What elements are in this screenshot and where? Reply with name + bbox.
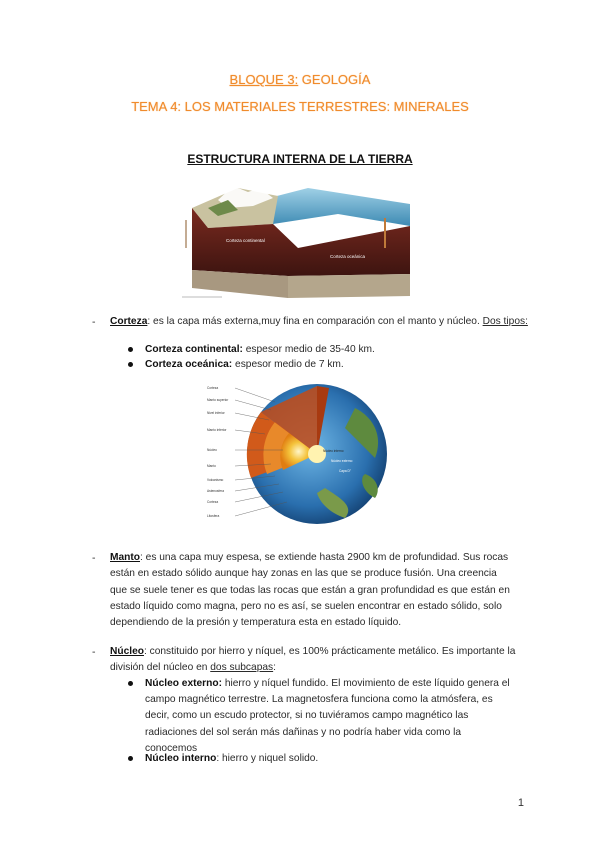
nucleo-externo-continuation: campo magnético terrestre. La magnetosfera funciona como la atmósfera, es decir, como un escudo protector, si no tuviéramos campo magnético las radiaciones del sol serán más dañinas y no podría haber vida como la conocemos	[145, 694, 493, 754]
block-title	[0, 72, 600, 87]
globe-label: Manto superior	[207, 398, 229, 402]
globe-label: Litosfera	[207, 514, 220, 518]
globe-label: Corteza	[207, 386, 219, 390]
subcapas-text: dos subcapas	[210, 662, 274, 674]
nucleo-dash: -	[92, 646, 96, 658]
globe-label: Capa D''	[339, 469, 352, 473]
corteza-term: Corteza	[110, 316, 148, 327]
globe-label: Astenosfera	[207, 489, 225, 493]
tema-title: TEMA 4: LOS MATERIALES TERRESTRES: MINERALES	[131, 99, 469, 114]
bullet-icon	[128, 756, 133, 761]
bullet-icon	[128, 362, 133, 367]
bullet-icon	[128, 347, 133, 352]
globe-label: Nivel inferior	[207, 411, 225, 415]
manto-dash: -	[92, 552, 96, 564]
list-item: Núcleo interno: hierro y niquel solido.	[128, 751, 318, 767]
section-title: ESTRUCTURA INTERNA DE LA TIERRA	[187, 152, 413, 166]
globe-label: Núcleo	[207, 448, 217, 452]
globe-label: Manto inferior	[207, 428, 227, 432]
manto-term: Manto	[110, 552, 140, 563]
list-item: Corteza continental: espesor medio de 35-40 km.	[128, 342, 375, 358]
list-item: Núcleo externo: hierro y níquel fundido. El movimiento de este líquido genera el	[128, 676, 510, 692]
manto-paragraph: Manto: es una capa muy espesa, se extiende hasta 2900 km de profundidad. Sus rocas están en estado sólido aunque hay zonas en las que se produce fusión. Una creencia que se suele tener es que todas las rocas que están a gran profundidad es que están en estado líquido como magna, pero no es así, se suelen encontrar en estado sólido, solo dependiendo de la presión y temperatura esta en estado líquido.	[110, 552, 510, 629]
corteza-tipos: Dos tipos:	[482, 316, 528, 327]
corteza-dash: -	[92, 316, 96, 328]
corteza-paragraph	[110, 314, 530, 330]
page-number: 1	[517, 797, 524, 809]
globe-label: Núcleo interno	[323, 449, 344, 453]
bullet-icon	[128, 681, 133, 686]
block-prefix: BLOQUE 3:	[229, 72, 299, 87]
block-suffix: GEOLOGÍA	[298, 72, 371, 87]
globe-label: Manto	[207, 464, 216, 468]
label-oceanica: Corteza oceánica	[330, 254, 366, 259]
list-item: Corteza oceánica: espesor medio de 7 km.	[128, 357, 344, 373]
corteza-text: : es la capa más externa,muy fina en comparación con el manto y núcleo.	[147, 316, 483, 327]
earth-layers-globe-diagram	[205, 378, 405, 528]
globe-label: Corteza	[207, 500, 219, 504]
globe-label: Núcleo externo	[331, 459, 353, 463]
label-continental: Corteza continental	[226, 238, 265, 243]
globe-label: Volcanismo	[207, 478, 224, 482]
crust-cross-section-diagram	[178, 178, 418, 300]
nucleo-paragraph: Núcleo: constituido por hierro y níquel, es 100% prácticamente metálico. Es importante la división del núcleo en dos subcapas:	[110, 646, 516, 674]
nucleo-term: Núcleo	[110, 646, 144, 657]
